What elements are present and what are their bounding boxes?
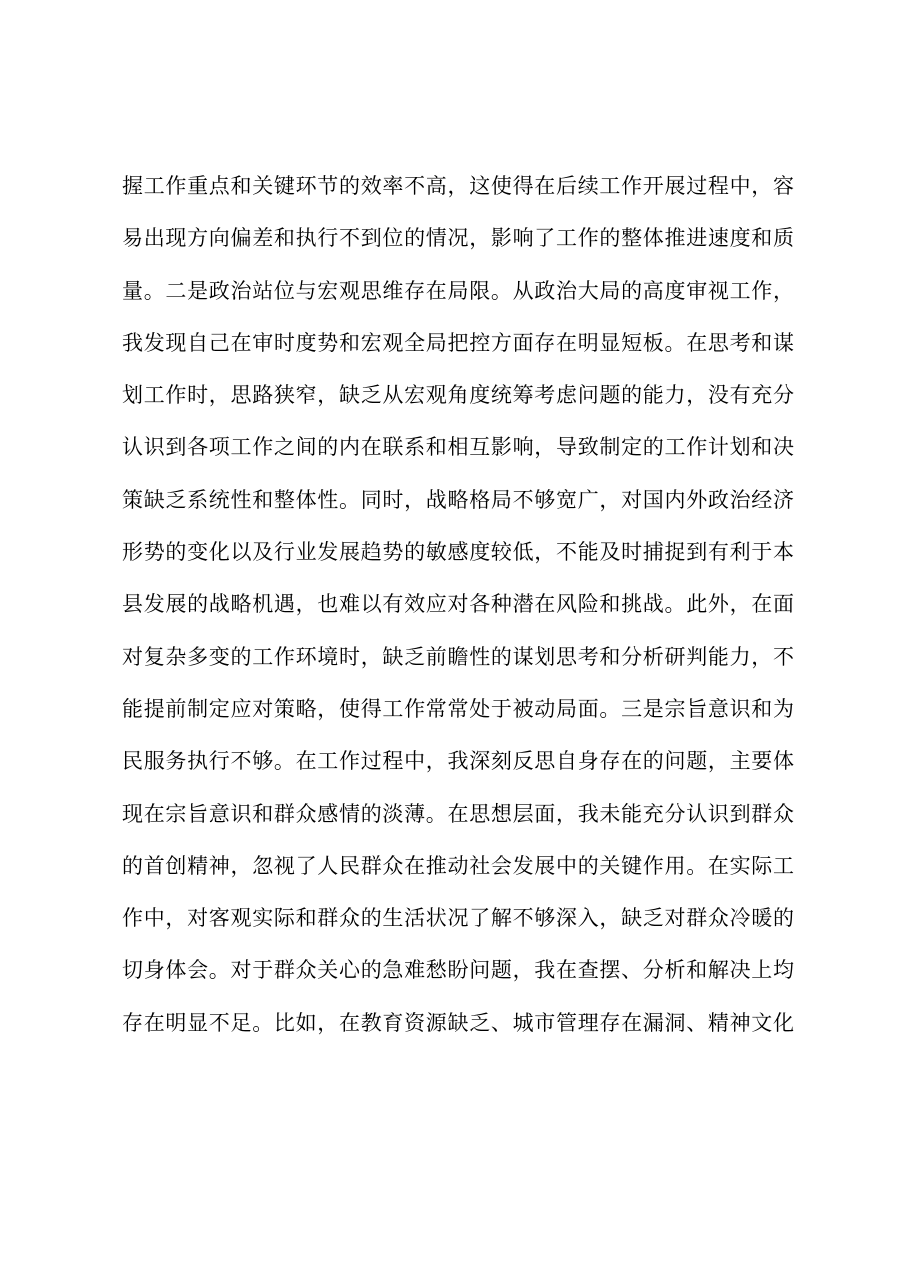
text-line: 作中，对客观实际和群众的生活状况了解不够深入，缺乏对群众冷暖的 [122, 906, 794, 931]
text-line: 划工作时，思路狭窄，缺乏从宏观角度统筹考虑问题的能力，没有充分 [122, 383, 794, 408]
body-text [122, 160, 794, 1049]
text-line: 我发现自己在审时度势和宏观全局把控方面存在明显短板。在思考和谋 [122, 330, 794, 355]
text-line: 民服务执行不够。在工作过程中，我深刻反思自身存在的问题，主要体 [122, 749, 794, 774]
text-line: 切身体会。对于群众关心的急难愁盼问题，我在查摆、分析和解决上均 [122, 958, 794, 983]
text-line: 的首创精神，忽视了人民群众在推动社会发展中的关键作用。在实际工 [122, 853, 794, 878]
text-line: 对复杂多变的工作环境时，缺乏前瞻性的谋划思考和分析研判能力，不 [122, 644, 794, 669]
text-line: 认识到各项工作之间的内在联系和相互影响，导致制定的工作计划和决 [122, 435, 794, 460]
text-line: 易出现方向偏差和执行不到位的情况，影响了工作的整体推进速度和质 [122, 226, 794, 251]
text-line: 形势的变化以及行业发展趋势的敏感度较低，不能及时捕捉到有利于本 [122, 540, 794, 565]
text-line: 量。二是政治站位与宏观思维存在局限。从政治大局的高度审视工作， [122, 278, 794, 303]
text-line: 现在宗旨意识和群众感情的淡薄。在思想层面，我未能充分认识到群众 [122, 801, 794, 826]
text-line: 存在明显不足。比如，在教育资源缺乏、城市管理存在漏洞、精神文化 [122, 1010, 794, 1035]
text-line: 握工作重点和关键环节的效率不高，这使得在后续工作开展过程中，容 [122, 174, 794, 198]
text-line: 策缺乏系统性和整体性。同时，战略格局不够宽广，对国内外政治经济 [122, 487, 794, 512]
text-line: 能提前制定应对策略，使得工作常常处于被动局面。三是宗旨意识和为 [122, 696, 794, 721]
text-line: 县发展的战略机遇，也难以有效应对各种潜在风险和挑战。此外，在面 [122, 592, 794, 617]
